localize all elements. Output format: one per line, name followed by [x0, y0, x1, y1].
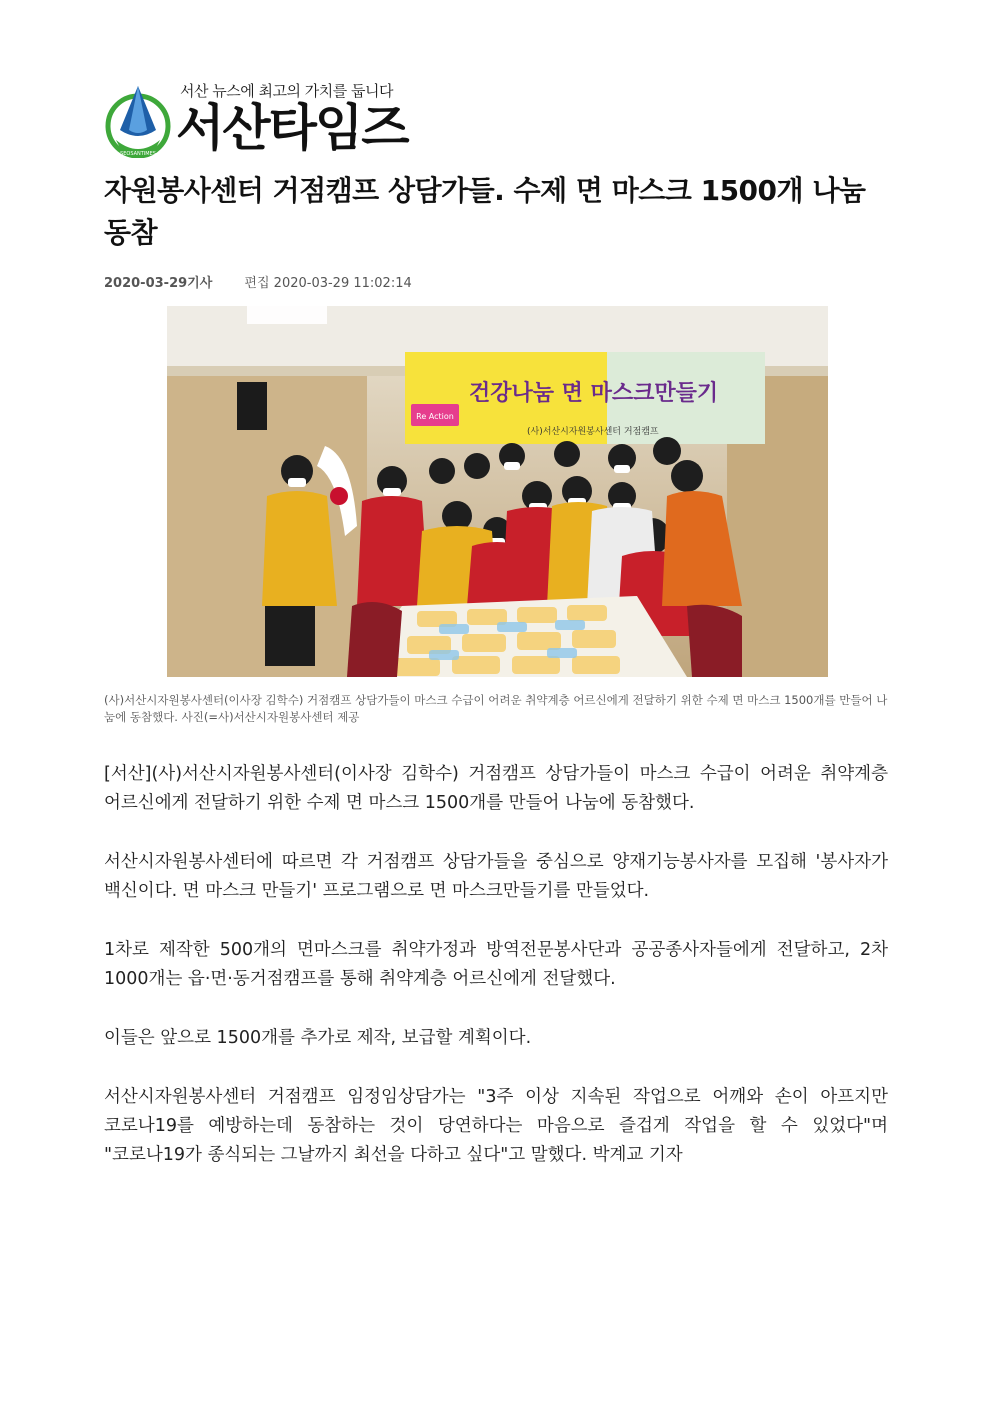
volunteer-group-photo: [167, 306, 828, 677]
banner-subtitle: (사)서산시자원봉사센터 거점캠프: [527, 427, 659, 437]
photo-caption: (사)서산시자원봉사센터(이사장 김학수) 거점캠프 상담가들이 마스크 수급이 어려운 취약계층 어르신에게 전달하기 위한 수제 면 마스크 1500개를 만들어 나눔에 동참했다. 사진(=사)서산시자원봉사센터 제공: [104, 693, 888, 724]
article-edited: 편집 2020-03-29 11:02:14: [244, 276, 412, 291]
emblem-text: SEOSANTIMES: [120, 151, 156, 157]
seosan-times-emblem-icon: [104, 82, 172, 158]
article-paragraph: [서산](사)서산시자원봉사센터(이사장 김학수) 거점캠프 상담가들이 마스크 수급이 어려운 취약계층 어르신에게 전달하기 위한 수제 면 마스크 1500개를 만들어 나눔에 동참했다.: [104, 764, 888, 813]
article-meta: [104, 272, 412, 291]
speaker-icon: [237, 382, 267, 430]
article-body: [104, 760, 888, 1200]
article-paragraph: 이들은 앞으로 1500개를 추가로 제작, 보급할 계획이다.: [104, 1028, 532, 1048]
article-paragraph: 1차로 제작한 500개의 면마스크를 취약가정과 방역전문봉사단과 공공종사자들에게 전달하고, 2차 1000개는 읍·면·동거점캠프를 통해 취약계층 어르신에게 전달했다.: [104, 940, 888, 989]
banner-title: 건강나눔 면 마스크만들기: [469, 381, 719, 406]
banner-badge: Re Action: [416, 412, 454, 421]
masthead-slogan: 서산 뉴스에 최고의 가치를 둡니다: [180, 82, 393, 100]
article-date: 2020-03-29기사: [104, 276, 213, 291]
article-photo: [167, 306, 828, 677]
masthead-logo[interactable]: [104, 78, 414, 160]
article-paragraph: 서산시자원봉사센터 거점캠프 임정임상담가는 "3주 이상 지속된 작업으로 어깨와 손이 아프지만 코로나19를 예방하는데 동참하는 것이 당연하다는 마음으로 즐겁게 작업을 할 수 있었다"며 "코로나19가 종식되는 그날까지 최선을 다하고 싶다"고 말했다. 박계교 기자: [104, 1087, 888, 1165]
article-paragraph: 서산시자원봉사센터에 따르면 각 거점캠프 상담가들을 중심으로 양재기능봉사자를 모집해 '봉사자가 백신이다. 면 마스크 만들기' 프로그램으로 면 마스크만들기를 만들었다.: [104, 852, 888, 901]
article-title: 자원봉사센터 거점캠프 상담가들. 수제 면 마스크 1500개 나눔 동참: [104, 174, 866, 249]
masthead-name: 서산타임즈: [176, 99, 408, 157]
